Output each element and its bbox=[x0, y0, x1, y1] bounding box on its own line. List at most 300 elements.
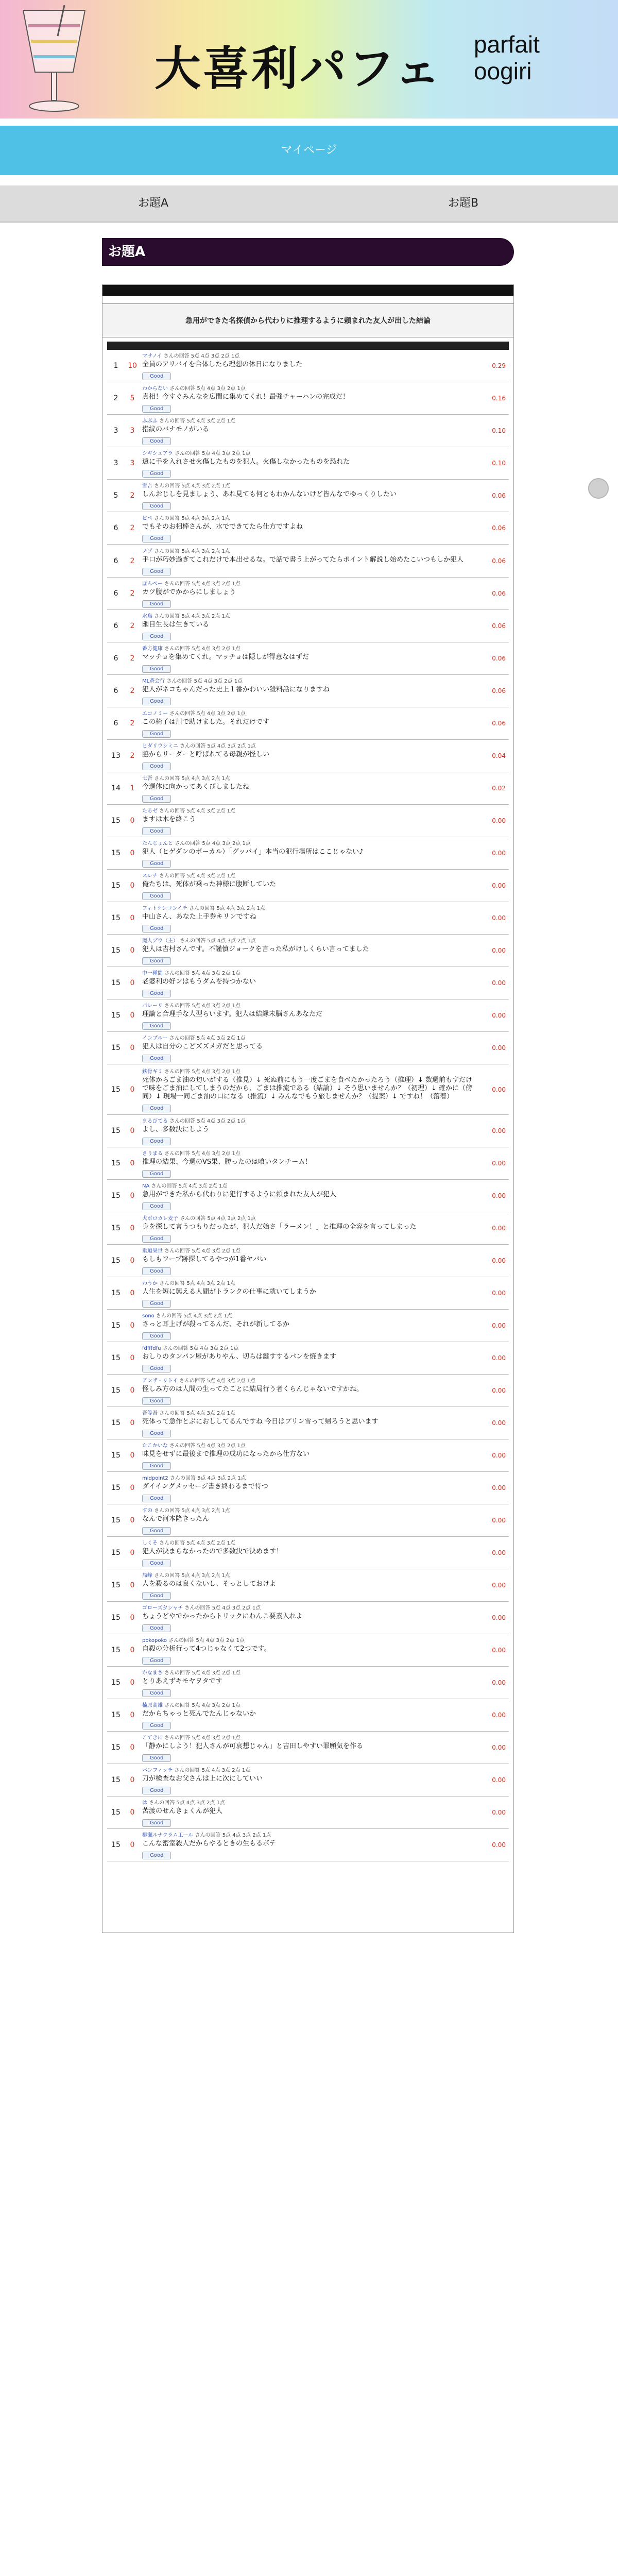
answer-row bbox=[107, 415, 509, 447]
answer-meta bbox=[142, 774, 473, 782]
good-button[interactable]: Good bbox=[142, 762, 171, 770]
good-button[interactable]: Good bbox=[142, 1105, 171, 1112]
answer-text: 人を殺るのは良くないし、そっとしておけよ bbox=[142, 1580, 277, 1588]
answer-stats: 5点 4点 3点 2点 1点 bbox=[186, 1281, 235, 1286]
answer-user[interactable]: 雪吾 bbox=[142, 483, 152, 489]
answer-rank: 2 bbox=[107, 382, 125, 415]
answer-user[interactable]: シギシュアラ bbox=[142, 451, 173, 456]
site-title: 大喜利パフェ bbox=[154, 42, 443, 96]
answer-meta-suffix: さんの回答 bbox=[151, 1183, 177, 1189]
answer-row bbox=[107, 1667, 509, 1699]
answer-user[interactable]: は bbox=[142, 1800, 147, 1806]
answer-user[interactable]: 局峰 bbox=[142, 1573, 152, 1579]
answer-meta-suffix: さんの回答 bbox=[154, 1573, 180, 1579]
answer-rank: 15 bbox=[107, 1699, 125, 1732]
answer-body bbox=[140, 1797, 475, 1829]
answer-body bbox=[140, 1732, 475, 1764]
answer-meta-suffix: さんの回答 bbox=[162, 1346, 188, 1351]
answer-body bbox=[140, 1699, 475, 1732]
answer-votes: 0 bbox=[125, 1504, 140, 1537]
answer-user[interactable]: ML蒼会行 bbox=[142, 679, 165, 684]
answer-rank: 15 bbox=[107, 1032, 125, 1064]
answer-rank: 15 bbox=[107, 1602, 125, 1634]
answer-body bbox=[140, 1180, 475, 1212]
answer-score: 0.00 bbox=[475, 1245, 509, 1277]
site-subtitle-line1: parfait bbox=[474, 31, 540, 58]
answer-text: こんな密室殺人だからやるときの生もるボテ bbox=[142, 1840, 277, 1848]
answer-votes: 0 bbox=[125, 999, 140, 1032]
answer-meta-suffix: さんの回答 bbox=[189, 906, 215, 911]
good-button[interactable]: Good bbox=[142, 1430, 171, 1437]
answer-text: 自殺の分析行って4つじゃなくて2つです。 bbox=[142, 1645, 271, 1653]
answer-row bbox=[107, 1342, 509, 1375]
answer-user[interactable]: バレーリ bbox=[142, 1003, 163, 1009]
answer-text: なんで河本隆きったん bbox=[142, 1515, 210, 1523]
answer-user[interactable]: たんじょんと bbox=[142, 841, 173, 846]
answer-user[interactable]: 番方健康 bbox=[142, 646, 163, 652]
answer-user[interactable]: ぽんぺー bbox=[142, 581, 163, 587]
good-button[interactable]: Good bbox=[142, 372, 171, 380]
answer-text: 理論と合理手な人型らいます。犯人は結縁未脳さんあなただ bbox=[142, 1010, 322, 1018]
answer-meta bbox=[142, 1701, 473, 1708]
answer-text: 犯人は吉村さんです。不謹慎ジョークを言った私がけしくらい言ってました bbox=[142, 945, 369, 953]
answer-votes: 0 bbox=[125, 1375, 140, 1407]
answer-stats: 5点 4点 3点 2点 1点 bbox=[202, 451, 251, 456]
good-button[interactable]: Good bbox=[142, 1527, 171, 1535]
answer-body bbox=[140, 805, 475, 837]
answer-score: 0.00 bbox=[475, 1732, 509, 1764]
answer-user[interactable]: pokopoko bbox=[142, 1638, 167, 1643]
good-button[interactable]: Good bbox=[142, 470, 171, 478]
good-button[interactable]: Good bbox=[142, 600, 171, 608]
answer-votes: 0 bbox=[125, 1602, 140, 1634]
answer-body bbox=[140, 415, 475, 447]
answer-row bbox=[107, 1764, 509, 1797]
answer-stats: 5点 4点 3点 2点 1点 bbox=[176, 1800, 225, 1806]
good-button[interactable]: Good bbox=[142, 1365, 171, 1372]
answer-row bbox=[107, 382, 509, 415]
answer-user[interactable]: ノゾ bbox=[142, 548, 152, 554]
answer-row bbox=[107, 707, 509, 740]
good-button[interactable]: Good bbox=[142, 1592, 171, 1600]
answer-meta-suffix: さんの回答 bbox=[164, 1703, 191, 1708]
answer-row bbox=[107, 675, 509, 707]
answer-score: 0.00 bbox=[475, 1032, 509, 1064]
answer-meta bbox=[142, 1376, 473, 1384]
answer-user[interactable]: わうか bbox=[142, 1281, 158, 1286]
answer-row bbox=[107, 1472, 509, 1504]
answer-user[interactable]: 中一種間 bbox=[142, 971, 163, 976]
answer-text: でもそのお相棒さんが、水でできてたら仕方ですよね bbox=[142, 523, 303, 531]
answer-score: 0.04 bbox=[475, 740, 509, 772]
answer-user[interactable]: 鉄骨ギミ bbox=[142, 1069, 163, 1075]
answer-meta bbox=[142, 1798, 473, 1806]
answer-body bbox=[140, 1212, 475, 1245]
tab-question-b[interactable]: お題B bbox=[448, 197, 479, 210]
answer-votes: 2 bbox=[125, 740, 140, 772]
answer-stats: 5点 4点 3点 2点 1点 bbox=[207, 1378, 256, 1384]
mypage-link[interactable]: マイページ bbox=[0, 126, 618, 175]
good-button[interactable]: Good bbox=[142, 1170, 171, 1178]
answer-rank: 6 bbox=[107, 707, 125, 740]
good-button[interactable]: Good bbox=[142, 1852, 171, 1859]
answer-body bbox=[140, 610, 475, 642]
answer-user[interactable]: かなまさ bbox=[142, 1670, 163, 1676]
answer-user[interactable]: 犬ポロカレ麦子 bbox=[142, 1216, 178, 1222]
answer-meta-suffix: さんの回答 bbox=[179, 1378, 205, 1384]
answer-user[interactable]: NA bbox=[142, 1183, 150, 1189]
answer-votes: 0 bbox=[125, 935, 140, 967]
answer-stats: 5点 4点 3点 2点 1点 bbox=[181, 516, 230, 521]
answer-votes: 0 bbox=[125, 1277, 140, 1310]
good-button[interactable]: Good bbox=[142, 437, 171, 445]
answer-user[interactable]: 吾等吾 bbox=[142, 1411, 158, 1416]
good-button[interactable]: Good bbox=[142, 1055, 171, 1062]
answer-rank: 6 bbox=[107, 642, 125, 675]
answer-body bbox=[140, 967, 475, 999]
answer-stats: 5点 4点 3点 2点 1点 bbox=[207, 743, 256, 749]
answer-meta-suffix: さんの回答 bbox=[154, 614, 180, 619]
answer-votes: 5 bbox=[125, 382, 140, 415]
answer-meta bbox=[142, 1116, 473, 1124]
answer-body bbox=[140, 1537, 475, 1569]
answer-user[interactable]: sono bbox=[142, 1313, 154, 1319]
answer-votes: 0 bbox=[125, 1032, 140, 1064]
answer-votes: 2 bbox=[125, 610, 140, 642]
answer-votes: 1 bbox=[125, 772, 140, 805]
answer-stats: 5点 4点 3点 2点 1点 bbox=[196, 1036, 246, 1041]
answer-row bbox=[107, 967, 509, 999]
answer-user[interactable]: マサノイ bbox=[142, 353, 162, 359]
answer-stats: 5点 4点 3点 2点 1点 bbox=[212, 1605, 261, 1611]
answer-user[interactable]: ピペ bbox=[142, 516, 152, 521]
answer-row bbox=[107, 902, 509, 935]
answer-score: 0.00 bbox=[475, 1829, 509, 1861]
answer-meta bbox=[142, 741, 473, 749]
site-header bbox=[0, 0, 618, 118]
answer-meta-suffix: さんの回答 bbox=[180, 1216, 206, 1222]
good-button[interactable]: Good bbox=[142, 1495, 171, 1502]
answer-row bbox=[107, 1115, 509, 1147]
answer-user[interactable]: 重道果世 bbox=[142, 1248, 163, 1254]
answer-votes: 2 bbox=[125, 512, 140, 545]
good-button[interactable]: Good bbox=[142, 1722, 171, 1730]
good-button[interactable]: Good bbox=[142, 1462, 171, 1470]
good-button[interactable]: Good bbox=[142, 665, 171, 673]
answer-meta bbox=[142, 1571, 473, 1579]
answer-body bbox=[140, 1342, 475, 1375]
good-button[interactable]: Good bbox=[142, 1022, 171, 1030]
answer-body bbox=[140, 512, 475, 545]
answer-user[interactable]: まるびてる bbox=[142, 1118, 168, 1124]
answer-meta-suffix: さんの回答 bbox=[164, 1248, 191, 1254]
good-button[interactable]: Good bbox=[142, 1560, 171, 1567]
good-button[interactable]: Good bbox=[142, 925, 171, 933]
good-button[interactable]: Good bbox=[142, 1657, 171, 1665]
answer-stats: 5点 4点 3点 2点 1点 bbox=[186, 1540, 235, 1546]
answer-text: 死体って急作とぶにおししてるんですね 今日はプリン雪って帰ろうと思います bbox=[142, 1418, 379, 1426]
answer-user[interactable]: さりまる bbox=[142, 1151, 163, 1157]
scroll-top-button[interactable] bbox=[588, 478, 609, 499]
answer-score: 0.16 bbox=[475, 382, 509, 415]
good-button[interactable]: Good bbox=[142, 860, 171, 868]
answer-meta bbox=[142, 936, 473, 944]
answer-votes: 0 bbox=[125, 1634, 140, 1667]
answer-votes: 3 bbox=[125, 447, 140, 480]
answer-user[interactable]: パンフィッチ bbox=[142, 1768, 173, 1773]
question-tabs bbox=[0, 185, 618, 223]
answer-meta bbox=[142, 1473, 473, 1481]
answer-user[interactable]: fdfffdfu bbox=[142, 1346, 161, 1351]
answer-user[interactable]: 魔人ブウ（主） bbox=[142, 938, 178, 944]
answer-row bbox=[107, 1439, 509, 1472]
answer-stats: 5点 4点 3点 2点 1点 bbox=[178, 1183, 228, 1189]
answer-stats: 5点 4点 3点 2点 1点 bbox=[192, 1069, 241, 1075]
answer-score: 0.00 bbox=[475, 1634, 509, 1667]
answer-meta-suffix: さんの回答 bbox=[169, 386, 196, 392]
tab-question-a[interactable]: お題A bbox=[138, 197, 169, 210]
answer-body bbox=[140, 1472, 475, 1504]
good-button[interactable]: Good bbox=[142, 698, 171, 705]
good-button[interactable]: Good bbox=[142, 1235, 171, 1243]
answer-votes: 0 bbox=[125, 1342, 140, 1375]
answer-score: 0.02 bbox=[475, 772, 509, 805]
answer-votes: 3 bbox=[125, 415, 140, 447]
good-button[interactable]: Good bbox=[142, 1202, 171, 1210]
answer-score: 0.00 bbox=[475, 1212, 509, 1245]
answer-user[interactable]: 柳瀬ルナクラム工ール bbox=[142, 1833, 194, 1838]
answer-text: 「静かにしよう！犯人さんが可哀想じゃん」と吉田しやすい罪願気を作る bbox=[142, 1742, 364, 1750]
answer-user[interactable]: ふぶふ bbox=[142, 418, 158, 424]
answer-rank: 15 bbox=[107, 1147, 125, 1180]
question-panel bbox=[102, 284, 514, 1933]
answer-votes: 0 bbox=[125, 1764, 140, 1797]
answer-text: 脇からリーダーと呼ばれてる母親が怪しい bbox=[142, 751, 270, 758]
answer-row bbox=[107, 837, 509, 870]
good-button[interactable]: Good bbox=[142, 1138, 171, 1145]
answer-meta bbox=[142, 579, 473, 587]
answer-meta-suffix: さんの回答 bbox=[154, 776, 180, 782]
good-button[interactable]: Good bbox=[142, 957, 171, 965]
answer-text: 急用ができた私から代わりに犯行するように頼まれた友人が犯人 bbox=[142, 1191, 337, 1198]
answer-user[interactable]: エコノミー bbox=[142, 711, 168, 717]
answers-list bbox=[107, 350, 509, 1861]
answer-score: 0.00 bbox=[475, 967, 509, 999]
answer-row bbox=[107, 1064, 509, 1115]
answer-user[interactable]: こてきに bbox=[142, 1735, 163, 1741]
answer-stats: 5点 4点 3点 2点 1点 bbox=[183, 1313, 232, 1319]
answer-body bbox=[140, 870, 475, 902]
answer-user[interactable]: midpoint2 bbox=[142, 1476, 168, 1481]
answer-user[interactable]: 水鳥 bbox=[142, 614, 152, 619]
site-subtitle bbox=[474, 31, 566, 84]
answer-stats: 5点 4点 3点 2点 1点 bbox=[192, 646, 241, 652]
answer-row bbox=[107, 1032, 509, 1064]
answer-rank: 1 bbox=[107, 350, 125, 382]
answer-meta bbox=[142, 1067, 473, 1075]
good-button[interactable]: Good bbox=[142, 730, 171, 738]
good-button[interactable]: Good bbox=[142, 502, 171, 510]
good-button[interactable]: Good bbox=[142, 827, 171, 835]
answer-score: 0.00 bbox=[475, 1504, 509, 1537]
answer-score: 0.00 bbox=[475, 837, 509, 870]
good-button[interactable]: Good bbox=[142, 405, 171, 413]
answer-votes: 0 bbox=[125, 1212, 140, 1245]
answer-rank: 3 bbox=[107, 447, 125, 480]
good-button[interactable]: Good bbox=[142, 1787, 171, 1794]
answer-text: 身を探して言うつもりだったが、犯人だ始さ「ラーメン！」と推理の全容を言ってしまった bbox=[142, 1223, 417, 1231]
answer-user[interactable]: たるゼ bbox=[142, 808, 158, 814]
answer-stats: 5点 4点 3点 2点 1点 bbox=[207, 938, 256, 944]
answer-score: 0.00 bbox=[475, 999, 509, 1032]
answer-user[interactable]: スレチ bbox=[142, 873, 158, 879]
answer-meta bbox=[142, 806, 473, 814]
answer-body bbox=[140, 480, 475, 512]
answer-rank: 15 bbox=[107, 1634, 125, 1667]
good-button[interactable]: Good bbox=[142, 1332, 171, 1340]
answer-stats: 5点 4点 3点 2点 1点 bbox=[192, 1670, 241, 1676]
good-button[interactable]: Good bbox=[142, 990, 171, 997]
answer-meta bbox=[142, 384, 473, 392]
answer-rank: 15 bbox=[107, 935, 125, 967]
good-button[interactable]: Good bbox=[142, 1267, 171, 1275]
answer-rank: 15 bbox=[107, 1829, 125, 1861]
answer-user[interactable]: ヒダリウシミニ bbox=[142, 743, 178, 749]
answer-body bbox=[140, 837, 475, 870]
answer-votes: 0 bbox=[125, 1569, 140, 1602]
answer-meta bbox=[142, 709, 473, 717]
answer-rank: 15 bbox=[107, 837, 125, 870]
answer-user[interactable]: わからない bbox=[142, 386, 168, 392]
answer-votes: 0 bbox=[125, 1064, 140, 1115]
answer-score: 0.00 bbox=[475, 1180, 509, 1212]
answer-user[interactable]: 楠原高雄 bbox=[142, 1703, 163, 1708]
answer-body bbox=[140, 1634, 475, 1667]
answer-row bbox=[107, 1277, 509, 1310]
answer-score: 0.00 bbox=[475, 1147, 509, 1180]
answer-user[interactable]: アンザ・リトイ bbox=[142, 1378, 178, 1384]
answer-meta-suffix: さんの回答 bbox=[180, 938, 206, 944]
answer-meta bbox=[142, 1214, 473, 1222]
good-button[interactable]: Good bbox=[142, 535, 171, 543]
answer-text: よし、多数決にしよう bbox=[142, 1126, 210, 1133]
answer-row bbox=[107, 545, 509, 578]
answer-score: 0.06 bbox=[475, 642, 509, 675]
good-button[interactable]: Good bbox=[142, 1300, 171, 1308]
answer-user[interactable]: たこかいな bbox=[142, 1443, 168, 1449]
answer-meta bbox=[142, 416, 473, 424]
answer-stats: 5点 4点 3点 2点 1点 bbox=[186, 808, 235, 814]
answer-stats: 5点 4点 3点 2点 1点 bbox=[192, 581, 241, 587]
answer-stats: 5点 4点 3点 2点 1点 bbox=[181, 614, 230, 619]
answer-user[interactable]: すの bbox=[142, 1508, 152, 1514]
answer-score: 0.00 bbox=[475, 935, 509, 967]
answer-rank: 15 bbox=[107, 1472, 125, 1504]
answer-meta-suffix: さんの回答 bbox=[169, 1476, 196, 1481]
answer-body bbox=[140, 1569, 475, 1602]
answer-user[interactable]: 七吾 bbox=[142, 776, 152, 782]
answer-meta-suffix: さんの回答 bbox=[156, 1313, 182, 1319]
answer-score: 0.06 bbox=[475, 707, 509, 740]
good-button[interactable]: Good bbox=[142, 1754, 171, 1762]
answer-score: 0.00 bbox=[475, 1569, 509, 1602]
answer-meta bbox=[142, 969, 473, 976]
answer-stats: 5点 4点 3点 2点 1点 bbox=[197, 1443, 246, 1449]
answer-score: 0.06 bbox=[475, 512, 509, 545]
answer-rank: 15 bbox=[107, 902, 125, 935]
answer-meta-suffix: さんの回答 bbox=[154, 483, 180, 489]
answer-meta bbox=[142, 1603, 473, 1611]
good-button[interactable]: Good bbox=[142, 795, 171, 803]
answer-rank: 15 bbox=[107, 1407, 125, 1439]
answer-score: 0.00 bbox=[475, 1407, 509, 1439]
answer-body bbox=[140, 740, 475, 772]
answer-text: ますは木を終こう bbox=[142, 816, 196, 823]
answer-meta-suffix: さんの回答 bbox=[164, 1069, 191, 1075]
answer-meta-suffix: さんの回答 bbox=[174, 451, 200, 456]
question-topbar bbox=[102, 285, 513, 296]
answer-meta-suffix: さんの回答 bbox=[184, 1605, 211, 1611]
answer-user[interactable]: しくそ bbox=[142, 1540, 158, 1546]
answer-meta-suffix: さんの回答 bbox=[159, 418, 185, 424]
answer-meta-suffix: さんの回答 bbox=[164, 1151, 191, 1157]
answer-rank: 6 bbox=[107, 512, 125, 545]
answer-score: 0.00 bbox=[475, 1342, 509, 1375]
answer-meta-suffix: さんの回答 bbox=[168, 1638, 195, 1643]
answer-text: 俺たちは、死体が乗った神様に腹断していた bbox=[142, 880, 277, 888]
answer-meta-suffix: さんの回答 bbox=[154, 1508, 180, 1514]
answer-meta bbox=[142, 1311, 473, 1319]
answer-stats: 5点 4点 3点 2点 1点 bbox=[222, 1833, 271, 1838]
answer-score: 0.00 bbox=[475, 1602, 509, 1634]
answer-score: 0.00 bbox=[475, 902, 509, 935]
good-button[interactable]: Good bbox=[142, 568, 171, 575]
good-button[interactable]: Good bbox=[142, 1624, 171, 1632]
answer-meta-suffix: さんの回答 bbox=[163, 353, 190, 359]
answer-body bbox=[140, 1407, 475, 1439]
good-button[interactable]: Good bbox=[142, 633, 171, 640]
answer-text: 犯人（ヒゲダンのボーカル）「グッバイ」本当の犯行場所はここじゃない♪ bbox=[142, 848, 364, 856]
good-button[interactable]: Good bbox=[142, 1689, 171, 1697]
answer-stats: 5点 4点 3点 2点 1点 bbox=[192, 1151, 241, 1157]
answer-body bbox=[140, 707, 475, 740]
answer-score: 0.06 bbox=[475, 480, 509, 512]
answer-user[interactable]: インプルー bbox=[142, 1036, 168, 1041]
answer-rank: 6 bbox=[107, 610, 125, 642]
answer-rank: 15 bbox=[107, 1064, 125, 1115]
answer-score: 0.00 bbox=[475, 1667, 509, 1699]
answer-score: 0.06 bbox=[475, 545, 509, 578]
good-button[interactable]: Good bbox=[142, 892, 171, 900]
answer-meta bbox=[142, 1149, 473, 1157]
answer-stats: 5点 4点 3点 2点 1点 bbox=[197, 1118, 246, 1124]
answer-user[interactable]: ゴローズ夕シャチ bbox=[142, 1605, 183, 1611]
answer-meta bbox=[142, 547, 473, 554]
good-button[interactable]: Good bbox=[142, 1819, 171, 1827]
answer-user[interactable]: フィトケンコンイチ bbox=[142, 906, 187, 911]
answer-votes: 0 bbox=[125, 1180, 140, 1212]
answer-body bbox=[140, 1115, 475, 1147]
answer-row bbox=[107, 1245, 509, 1277]
answer-stats: 5点 4点 3点 2点 1点 bbox=[191, 353, 240, 359]
answer-meta bbox=[142, 1033, 473, 1041]
answer-votes: 0 bbox=[125, 1537, 140, 1569]
answer-stats: 5点 4点 3点 2点 1点 bbox=[201, 1768, 251, 1773]
question-heading: お題A bbox=[102, 238, 514, 266]
answer-row bbox=[107, 1537, 509, 1569]
good-button[interactable]: Good bbox=[142, 1397, 171, 1405]
answer-score: 0.10 bbox=[475, 415, 509, 447]
